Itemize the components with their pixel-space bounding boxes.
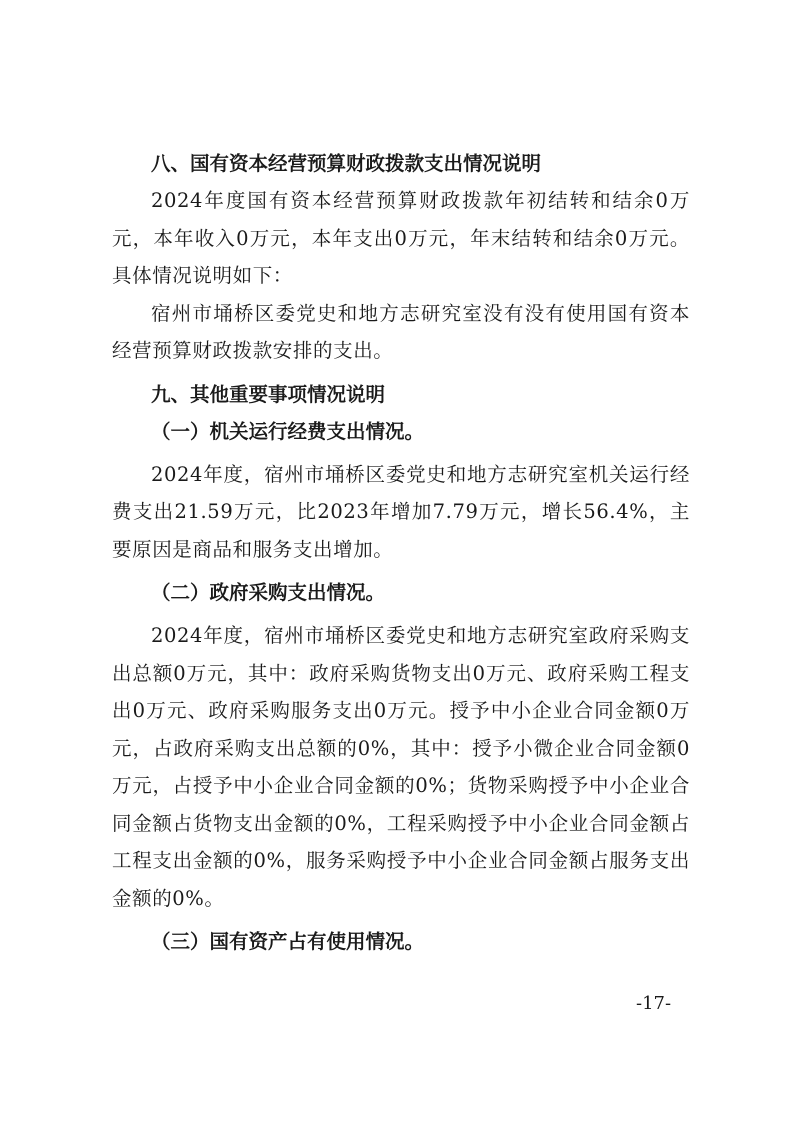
section-8-paragraph-1: 2024年度国有资本经营预算财政拨款年初结转和结余0万元，本年收入0万元，本年支出0万元，年末结转和结余0万元。具体情况说明如下：	[112, 189, 690, 287]
page-number: -17-	[636, 993, 672, 1014]
subsection-heading-3: （三）国有资产占有使用情况。	[151, 930, 425, 953]
subsection-heading-2: （二）政府采购支出情况。	[151, 581, 386, 604]
section-heading-8: 八、国有资本经营预算财政拨款支出情况说明	[151, 152, 542, 175]
section-8-paragraph-2: 宿州市埇桥区委党史和地方志研究室没有没有使用国有资本经营预算财政拨款安排的支出。	[112, 301, 690, 362]
subsection-2-paragraph: 2024年度，宿州市埇桥区委党史和地方志研究室政府采购支出总额0万元，其中：政府采购货物支出0万元、政府采购工程支出0万元、政府采购服务支出0万元。授予中小企业合同金额0万元，占政府采购支出总额的0%，其中：授予小微企业合同金额0万元，占授予中小企业合同金额的0%；货物采购授予中小企业合同金额占货物支出金额的0%，工程采购授予中小企业合同金额占工程支出金额的0%，服务采购授予中小企业合同金额占服务支出金额的0%。	[112, 624, 690, 910]
subsection-1-paragraph: 2024年度，宿州市埇桥区委党史和地方志研究室机关运行经费支出21.59万元，比2023年增加7.79万元，增长56.4%，主要原因是商品和服务支出增加。	[112, 462, 690, 561]
section-heading-9: 九、其他重要事项情况说明	[151, 382, 386, 406]
page-content	[112, 145, 690, 960]
subsection-heading-1: （一）机关运行经费支出情况。	[151, 419, 425, 443]
